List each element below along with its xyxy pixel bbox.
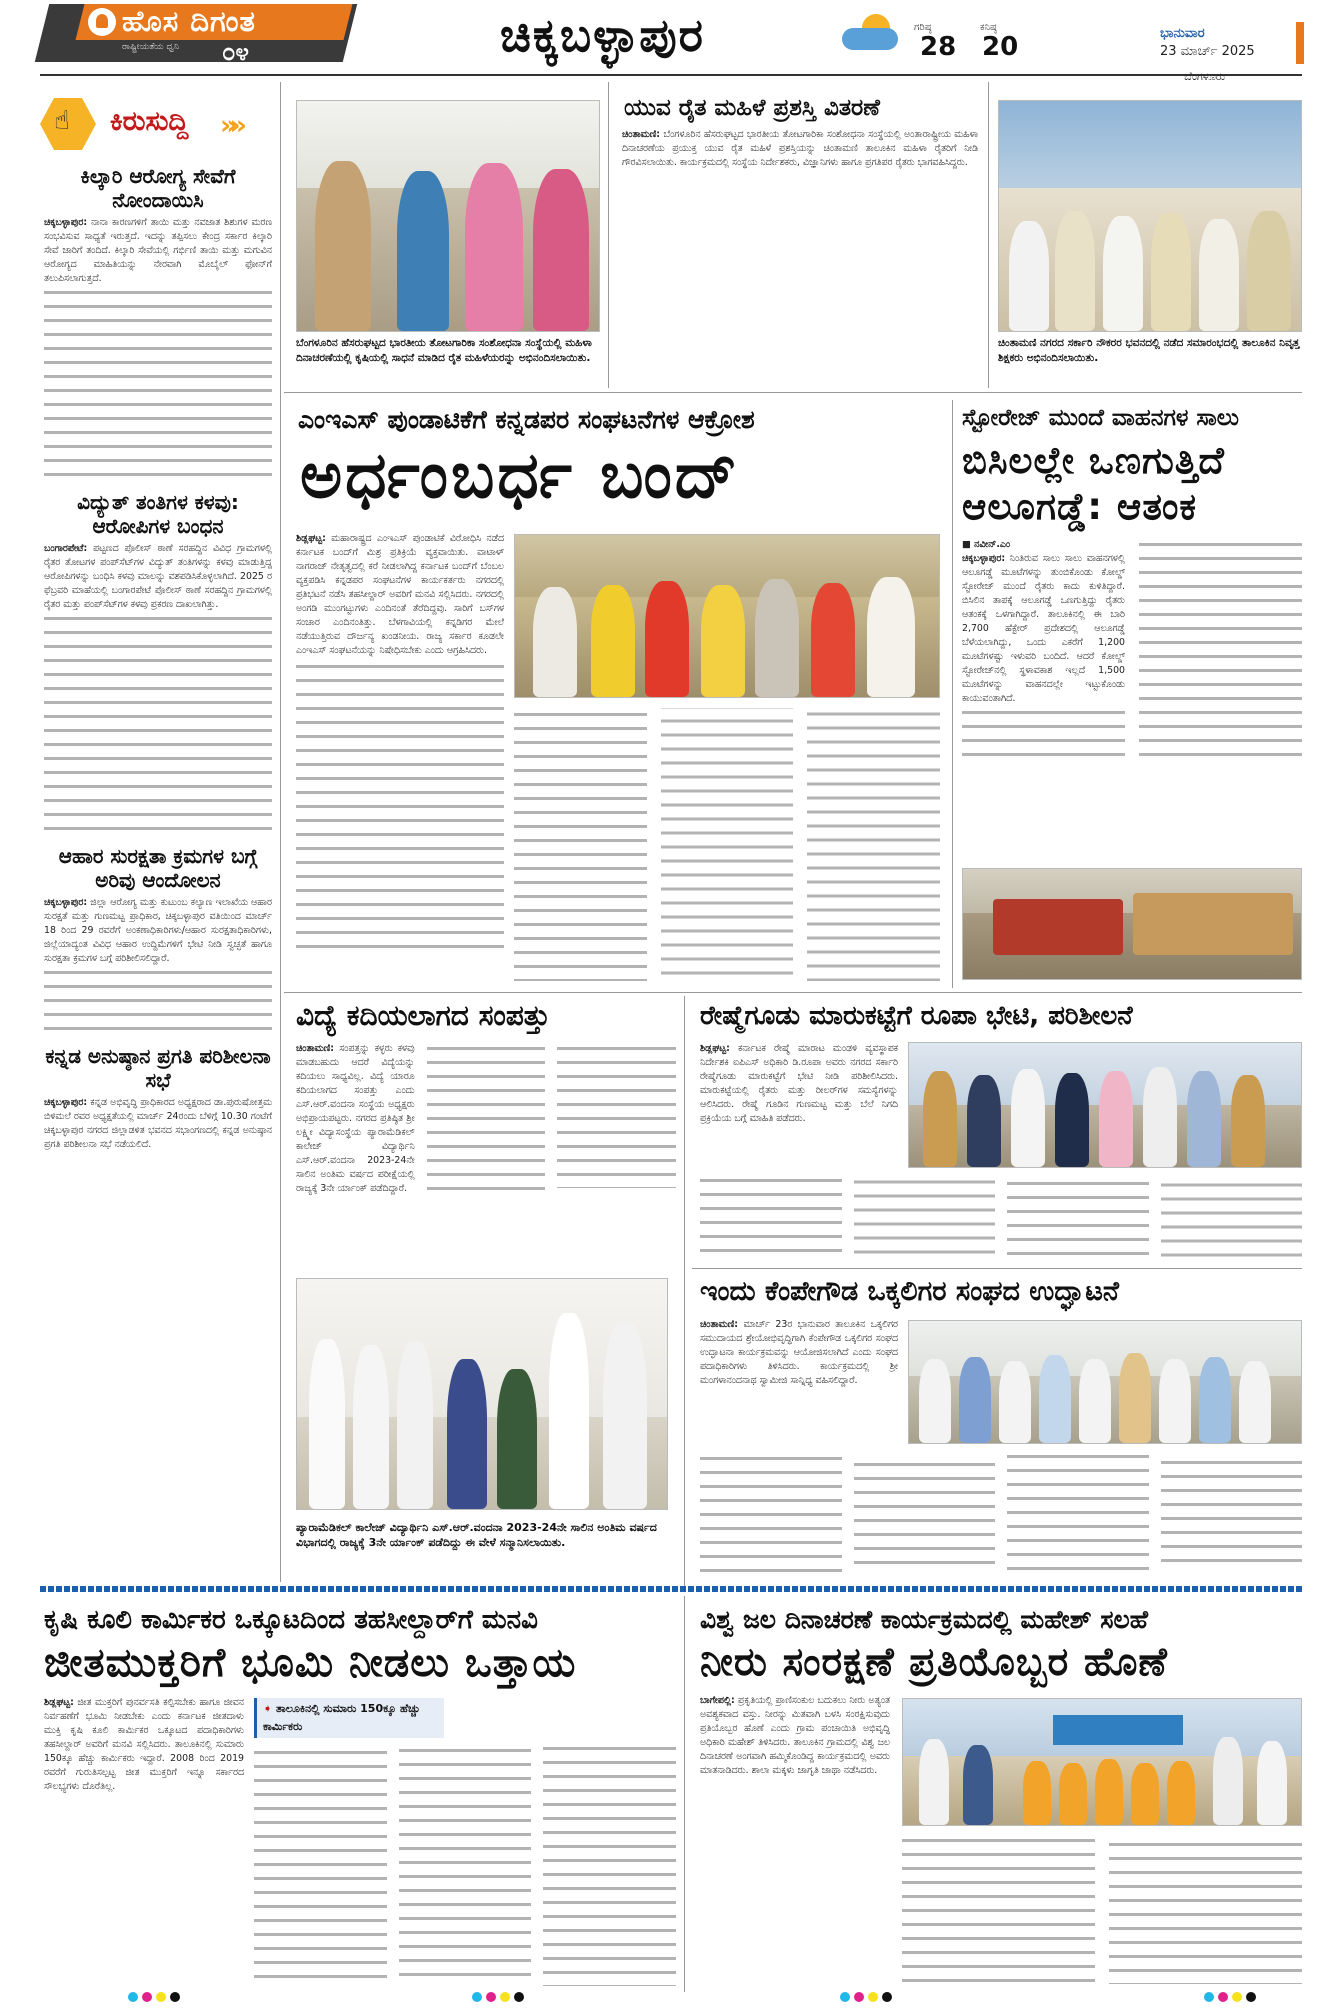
person-figure (967, 1075, 1001, 1167)
person-figure (1231, 1075, 1265, 1167)
accent-bar (1296, 22, 1304, 64)
person-figure (533, 169, 589, 331)
article-text: ಪ್ರಕೃತಿಯಲ್ಲಿ ಪ್ರಾಣಿಸಂಕುಲ ಬದುಕಲು ನೀರು ಅತ್ಯಂತ ಅವಶ್ಯಕವಾದ ವಸ್ತು. ನೀರನ್ನು ಮಿತವಾಗಿ ಬಳಸಿ ಸಂರಕ್ಷಿಸುವುದು ಪ್ರತಿಯೊಬ್ಬರ ಹೊಣೆ ಎಂದು ಗ್ರಾಮ ಪಂಚಾಯಿತಿ ಅಭಿವೃದ್ಧಿ ಅಧಿಕಾರಿ ಮಹೇಶ್ ತಿಳಿಸಿದರು. ತಾಲೂಕಿನ ಗ್ರಾಮದಲ್ಲಿ ವಿಶ್ವ ಜಲ ದಿನಾಚರಣೆ ಅಂಗವಾಗಿ ಹಮ್ಮಿಕೊಂಡಿದ್ದ ಕಾರ್ಯಕ್ರಮದಲ್ಲಿ ಅವರು ಮಾತನಾಡಿದರು. ಶಾಲಾ ಮಕ್ಕಳು ಜಾಗೃತಿ ಜಾಥಾ ನಡೆಸಿದರು. (700, 1695, 890, 1776)
brief-continuation (44, 966, 272, 1036)
min-temp-label: ಕನಿಷ್ಠ (980, 22, 997, 33)
text-continuation (254, 1746, 676, 1986)
person-figure (1213, 1737, 1243, 1825)
person-figure (591, 585, 635, 697)
chevrons-icon: »» (220, 110, 239, 141)
person-figure (999, 1361, 1031, 1443)
brief-body (44, 216, 272, 286)
black-dot-icon (1246, 1992, 1256, 2002)
kirusuddi-header (40, 96, 268, 152)
registration-marks (840, 1992, 892, 2002)
cyan-dot-icon (128, 1992, 138, 2002)
brief-dateline: ಬಂಗಾರಪೇಟೆ: (44, 543, 88, 554)
page-number: ೦೪ (222, 38, 249, 66)
person-figure (1239, 1361, 1271, 1443)
magenta-dot-icon (1218, 1992, 1228, 2002)
person-figure (755, 579, 799, 697)
highlight-text: ತಾಲೂಕಿನಲ್ಲಿ ಸುಮಾರು 150ಕ್ಕೂ ಹೆಚ್ಚು ಕಾರ್ಮಿಕರು (263, 1702, 421, 1733)
pointing-hand-icon (40, 98, 96, 150)
labour-highlight-box (254, 1698, 444, 1738)
labour-headline[interactable]: ಜೀತಮುಕ್ತರಿಗೆ ಭೂಮಿ ನೀಡಲು ಒತ್ತಾಯ (44, 1640, 577, 1686)
kirusuddi-title: ಕಿರುಸುದ್ದಿ (110, 106, 189, 137)
person-figure (919, 1359, 951, 1443)
brief-item[interactable] (44, 490, 272, 836)
text-continuation (700, 1174, 1302, 1257)
vidye-headline[interactable]: ವಿದ್ಯೆ ಕದಿಯಲಾಗದ ಸಂಪತ್ತು (296, 999, 550, 1032)
person-figure (1011, 1069, 1045, 1167)
column-rule (988, 82, 989, 388)
person-figure (1103, 216, 1143, 331)
person-figure (397, 171, 449, 331)
article-text: ಜೀತ ಮುಕ್ತರಿಗೆ ಪುನರ್ವಸತಿ ಕಲ್ಪಿಸಬೇಕು ಹಾಗೂ ಜೀವನ ನಿರ್ವಹಣೆಗೆ ಭೂಮಿ ನೀಡಬೇಕು ಎಂದು ಕರ್ನಾಟಕ ಜೀತದಾಳು ಮುಕ್ತಿ ಕೃಷಿ ಕೂಲಿ ಕಾರ್ಮಿಕರ ಒಕ್ಕೂಟದ ಪದಾಧಿಕಾರಿಗಳು ತಹಸೀಲ್ದಾರ್ ಅವರಿಗೆ ಮನವಿ ಸಲ್ಲಿಸಿದರು. ತಾಲೂಕಿನಲ್ಲಿ ಸುಮಾರು 150ಕ್ಕೂ ಹೆಚ್ಚು ಕಾರ್ಮಿಕರು ಇದ್ದಾರೆ. 2008 ರಿಂದ 2019 ರವರೆಗೆ ಗುರುತಿಸಲ್ಪಟ್ಟ ಜೀತ ಮುಕ್ತರಿಗೆ ಇನ್ನೂ ಸರ್ಕಾರದ ಸೌಲಭ್ಯಗಳು ದೊರೆತಿಲ್ಲ. (44, 1697, 244, 1792)
person-figure (1055, 211, 1095, 331)
banner-shape (1053, 1715, 1183, 1745)
brief-text: ಜಿಲ್ಲಾ ಆರೋಗ್ಯ ಮತ್ತು ಕುಟುಂಬ ಕಲ್ಯಾಣ ಇಲಾಖೆಯ ಆಹಾರ ಸುರಕ್ಷತೆ ಮತ್ತು ಗುಣಮಟ್ಟ ಪ್ರಾಧಿಕಾರ, ಚಿಕ್ಕಬಳ್ಳಾಪುರ ವತಿಯಿಂದ ಮಾರ್ಚ್ 18 ರಿಂದ 29 ರವರೆಗೆ ಅಂಕಣಾಧಿಕಾರಿಗಳು/ಆಹಾರ ಸುರಕ್ಷತಾಧಿಕಾರಿಗಳು, ಜಿಲ್ಲೆಯಾದ್ಯಂತ ವಿವಿಧ ಆಹಾರ ಉದ್ದಿಮೆಗಳಿಗೆ ಭೇಟಿ ನೀಡಿ ಸ್ವಚ್ಛತೆ ಹಾಗೂ ಸುರಕ್ಷತಾ ಕ್ರಮಗಳ ಬಗ್ಗೆ ಪರಿಶೀಲಿಸಲಿದ್ದಾರೆ. (44, 897, 272, 964)
arrow-icon: ➧ (263, 1702, 277, 1715)
dateline: ಚಿಕ್ಕಬಳ್ಳಾಪುರ: (962, 553, 1006, 564)
photo-caption: ಬೆಂಗಳೂರಿನ ಹೆಸರುಘಟ್ಟದ ಭಾರತೀಯ ತೋಟಗಾರಿಕಾ ಸಂಶೋಧನಾ ಸಂಸ್ಥೆಯಲ್ಲಿ ಮಹಿಳಾ ದಿನಾಚರಣೆಯಲ್ಲಿ ಕೃಷಿಯಲ್ಲಿ ಸಾಧನೆ ಮಾಡಿದ ರೈತ ಮಹಿಳೆಯರನ್ನು ಅಭಿನಂದಿಸಲಾಯಿತು. (296, 337, 592, 364)
brief-continuation (44, 612, 272, 836)
registration-marks (472, 1992, 524, 2002)
teachers-honour-photo[interactable] (998, 100, 1302, 332)
max-temp: 28 (920, 32, 957, 62)
person-figure (309, 1339, 345, 1509)
person-figure (919, 1739, 949, 1825)
yellow-dot-icon (868, 1992, 878, 2002)
person-figure (397, 1341, 433, 1509)
storage-article (962, 538, 1302, 858)
brief-heading: ವಿದ್ಯುತ್ ತಂತಿಗಳ ಕಳವು: ಆರೋಪಿಗಳ ಬಂಧನ (77, 490, 239, 538)
silk-headline[interactable]: ರೇಷ್ಮೆಗೂಡು ಮಾರುಕಟ್ಟೆಗೆ ರೂಪಾ ಭೇಟಿ, ಪರಿಶೀಲನೆ (700, 1001, 1133, 1031)
person-figure (1039, 1355, 1071, 1443)
min-temp: 20 (982, 32, 1019, 62)
brief-heading: ಆಹಾರ ಸುರಕ್ಷತಾ ಕ್ರಮಗಳ ಬಗ್ಗೆ ಅರಿವು ಆಂದೋಲನ (58, 844, 258, 892)
person-figure (811, 583, 855, 697)
edition-city: ಚಿಕ್ಕಬಳ್ಳಾಪುರ (500, 8, 706, 62)
row-rule (284, 392, 1302, 393)
row-rule (284, 992, 1302, 993)
article-text: ಬೆಂಗಳೂರಿನ ಹೆಸರುಘಟ್ಟದ ಭಾರತೀಯ ತೋಟಗಾರಿಕಾ ಸಂಶೋಧನಾ ಸಂಸ್ಥೆಯಲ್ಲಿ ಅಂತಾರಾಷ್ಟ್ರೀಯ ಮಹಿಳಾ ದಿನಾಚರಣೆಯ ಪ್ರಯುಕ್ತ ಯುವ ರೈತ ಮಹಿಳೆ ಪ್ರಶಸ್ತಿಯನ್ನು ಚಿಂತಾಮಣಿ ತಾಲೂಕಿನ ಮಹಿಳಾ ರೈತರಿಗೆ ನೀಡಿ ಗೌರವಿಸಲಾಯಿತು. ಕಾರ್ಯಕ್ರಮದಲ್ಲಿ ಸಂಸ್ಥೆಯ ನಿರ್ದೇಶಕರು, ವಿಜ್ಞಾನಿಗಳು ಹಾಗೂ ಪ್ರಗತಿಪರ ರೈತರು ಭಾಗವಹಿಸಿದ್ದರು. (622, 129, 978, 168)
dateline: ಚಿಂತಾಮಣಿ: (700, 1319, 739, 1330)
registration-marks (1204, 1992, 1256, 2002)
person-figure (1199, 1357, 1231, 1443)
person-figure (315, 161, 371, 331)
cyan-dot-icon (1204, 1992, 1214, 2002)
newspaper-logo[interactable]: ಹೊಸ ದಿಗಂತ (122, 4, 256, 38)
masthead (0, 0, 1339, 83)
section-divider (40, 1586, 1302, 1592)
column-rule (684, 996, 685, 1586)
person-figure (1023, 1761, 1051, 1825)
brief-text: ಪಟ್ಟಣದ ಪೊಲೀಸ್ ಠಾಣೆ ಸರಹದ್ದಿನ ವಿವಿಧ ಗ್ರಾಮಗಳಲ್ಲಿ ರೈತರ ತೋಟಗಳ ಪಂಪ್‌ಸೆಟ್‌ಗಳ ವಿದ್ಯುತ್ ತಂತಿಗಳನ್ನು ಕಳವು ಮಾಡುತ್ತಿದ್ದ ಆರೋಪಿಗಳನ್ನು ಬಂಧಿಸಿ ಕಳವು ಮಾಲನ್ನು ವಶಪಡಿಸಿಕೊಳ್ಳಲಾಗಿದೆ. 2025 ರ ಫೆಬ್ರವರಿ ಮಾಹೆಯಲ್ಲಿ ಬಂಗಾರಪೇಟೆ ಪೊಲೀಸ್ ಠಾಣೆ ಸರಹದ್ದಿನ ಗ್ರಾಮಗಳಲ್ಲಿ ರೈತರ ಮತ್ತು ಪಂಪ್‌ಸೆಟ್‌ಗಳ ಕಳವು ಪ್ರಕರಣ ದಾಖಲಾಗಿತ್ತು. (44, 543, 272, 610)
person-figure (1151, 213, 1191, 331)
storage-headline-1[interactable]: ಬಿಸಿಲಲ್ಲೇ ಒಣಗುತ್ತಿದೆ (962, 439, 1225, 482)
storage-headline-2[interactable]: ಆಲೂಗಡ್ಡೆ: ಆತಂಕ (962, 485, 1197, 528)
person-figure (1159, 1359, 1191, 1443)
person-figure (645, 581, 689, 697)
black-dot-icon (514, 1992, 524, 2002)
article-text: ಮಾರ್ಚ್ 23ರ ಭಾನುವಾರ ತಾಲೂಕಿನ ಒಕ್ಕಲಿಗರ ಸಮುದಾಯದ ಶ್ರೇಯೋಭಿವೃದ್ಧಿಗಾಗಿ ಕೆಂಪೇಗೌಡ ಒಕ್ಕಲಿಗರ ಸಂಘದ ಉದ್ಘಾಟನಾ ಕಾರ್ಯಕ್ರಮವನ್ನು ಆಯೋಜಿಸಲಾಗಿದೆ ಎಂದು ಸಂಘದ ಪದಾಧಿಕಾರಿಗಳು ತಿಳಿಸಿದರು. ಕಾರ್ಯಕ್ರಮದಲ್ಲಿ ಶ್ರೀ ಮಂಗಳಾನಂದನಾಥ ಸ್ವಾಮೀಜಿ ಸಾನ್ನಿಧ್ಯ ವಹಿಸಲಿದ್ದಾರೆ. (700, 1319, 898, 1386)
article-text: ಸಂಪತ್ತನ್ನು ಕಳ್ಳರು ಕಳವು ಮಾಡಬಹುದು ಆದರೆ ವಿದ್ಯೆಯನ್ನು ಕದಿಯಲು ಸಾಧ್ಯವಿಲ್ಲ. ವಿದ್ಯೆ ಯಾರೂ ಕದಿಯಲಾಗದ ಸಂಪತ್ತು ಎಂದು ಎಸ್.ಆರ್.ವಂದನಾ ಸಂಸ್ಥೆಯ ಅಧ್ಯಕ್ಷರು ಅಭಿಪ್ರಾಯಪಟ್ಟರು. ನಗರದ ಪ್ರತಿಷ್ಠಿತ ಶ್ರೀ ಲಕ್ಷ್ಮೀ ವಿದ್ಯಾಸಂಸ್ಥೆಯ ಪ್ಯಾರಾಮೆಡಿಕಲ್ ಕಾಲೇಜ್ ವಿದ್ಯಾರ್ಥಿನಿ ಎಸ್.ಆರ್.ವಂದನಾ 2023-24ನೇ ಸಾಲಿನ ಅಂತಿಮ ವರ್ಷದ ಪರೀಕ್ಷೆಯಲ್ಲಿ ರಾಜ್ಯಕ್ಕೆ 3ನೇ ರ್ಯಾಂಕ್ ಪಡೆದಿದ್ದಾರೆ. (296, 1043, 415, 1194)
column-rule (684, 1596, 685, 1992)
dateline: ಬಾಗೇಪಲ್ಲಿ: (700, 1695, 735, 1706)
dateline: ಚಿಂತಾಮಣಿ: (622, 129, 661, 140)
lead-kicker: ಎಂಇಎಸ್ ಪುಂಡಾಟಿಕೆಗೆ ಕನ್ನಡಪರ ಸಂಘಟನೆಗಳ ಆಕ್ರೋಶ (298, 405, 755, 434)
yellow-dot-icon (1232, 1992, 1242, 2002)
text-continuation (514, 708, 940, 981)
yellow-dot-icon (156, 1992, 166, 2002)
person-figure (1099, 1071, 1133, 1167)
text-continuation (700, 1452, 1302, 1572)
potato-truck-photo[interactable] (962, 868, 1302, 980)
brief-body (44, 1096, 272, 1152)
water-article-col2 (902, 1834, 1302, 1988)
person-figure (447, 1359, 487, 1509)
brief-body (44, 896, 272, 966)
column-rule (608, 82, 609, 388)
max-temp-label: ಗರಿಷ್ಠ (914, 22, 932, 33)
lead-article-col1 (296, 532, 504, 982)
dateline: ಶಿಡ್ಲಘಟ್ಟ: (44, 1697, 74, 1708)
award-article (622, 128, 978, 382)
magenta-dot-icon (486, 1992, 496, 2002)
black-dot-icon (170, 1992, 180, 2002)
black-dot-icon (882, 1992, 892, 2002)
person-figure (465, 163, 523, 331)
person-figure (533, 587, 577, 697)
kempegowda-headline[interactable]: ಇಂದು ಕೆಂಪೇಗೌಡ ಒಕ್ಕಲಿಗರ ಸಂಘದ ಉದ್ಘಾಟನೆ (700, 1276, 1120, 1307)
vandana-felicitation-photo[interactable] (296, 1278, 668, 1510)
dateline: ಶಿಡ್ಲಘಟ್ಟ: (296, 533, 326, 544)
person-figure (963, 1745, 993, 1825)
brief-text: ಕನ್ನಡ ಅಭಿವೃದ್ಧಿ ಪ್ರಾಧಿಕಾರದ ಅಧ್ಯಕ್ಷರಾದ ಡಾ.ಪುರುಷೋತ್ತಮ ಬಿಳಿಮಲೆ ರವರ ಅಧ್ಯಕ್ಷತೆಯಲ್ಲಿ ಮಾರ್ಚ್ 24ರಂದು ಬೆಳಿಗ್ಗೆ 10.30 ಗಂಟೆಗೆ ಚಿಕ್ಕಬಳ್ಳಾಪುರ ನಗರದ ಜಿಲ್ಲಾಡಳಿತ ಭವನದ ಸಭಾಂಗಣದಲ್ಲಿ ಕನ್ನಡ ಅನುಷ್ಠಾನ ಪ್ರಗತಿ ಪರಿಶೀಲನಾ ಸಭೆ ನಡೆಯಲಿದೆ. (44, 1097, 272, 1150)
person-figure (603, 1323, 647, 1509)
sangha-meeting-photo[interactable] (908, 1320, 1302, 1444)
lead-headline[interactable]: ಅರ್ಧಂಬರ್ಧ ಬಂದ್ (300, 439, 740, 513)
person-figure (1187, 1071, 1221, 1167)
row-rule (692, 1268, 1302, 1269)
person-figure (1247, 211, 1291, 331)
person-figure (923, 1071, 957, 1167)
brief-item[interactable] (44, 844, 272, 1036)
person-figure (1167, 1761, 1195, 1825)
brief-item[interactable] (44, 164, 272, 482)
yellow-dot-icon (500, 1992, 510, 2002)
cyan-dot-icon (472, 1992, 482, 2002)
cloud-icon (842, 28, 898, 50)
brief-text: ನಾನಾ ಕಾರಣಗಳಿಗೆ ತಾಯಿ ಮತ್ತು ನವಜಾತ ಶಿಶುಗಳ ಮರಣ ಸಂಭವಿಸುವ ಸಾಧ್ಯತೆ ಇರುತ್ತದೆ. ಇದನ್ನು ತಪ್ಪಿಸಲು ಕೇಂದ್ರ ಸರ್ಕಾರ ಕಿಲ್ಕಾರಿ ಸೇವೆ ಜಾರಿಗೆ ತಂದಿದೆ. ಕಿಲ್ಕಾರಿ ಸೇವೆಯಲ್ಲಿ ಗರ್ಭಿಣಿ ತಾಯಿ ಮತ್ತು ಮಗುವಿನ ಆರೋಗ್ಯದ ಮಾಹಿತಿಯನ್ನು ನೇರವಾಗಿ ಮೊಬೈಲ್ ಫೋನ್‌ಗೆ ತಲುಪಿಸಲಾಗುತ್ತದೆ. (44, 217, 272, 284)
women-farmers-photo[interactable] (296, 100, 600, 332)
text-continuation (296, 660, 504, 950)
brief-dateline: ಚಿಕ್ಕಬಳ್ಳಾಪುರ: (44, 1097, 88, 1108)
newspaper-tagline: ರಾಷ್ಟ್ರೀಯತೆಯ ಧ್ವನಿ (122, 42, 179, 52)
photo-background (999, 101, 1301, 188)
photo-caption: ಪ್ಯಾರಾಮೆಡಿಕಲ್ ಕಾಲೇಜ್ ವಿದ್ಯಾರ್ಥಿನಿ ಎಸ್.ಆರ್.ವಂದನಾ 2023-24ನೇ ಸಾಲಿನ ಅಂತಿಮ ವರ್ಷದ ವಿಭಾಗದಲ್ಲಿ ರಾಜ್ಯಕ್ಕೆ 3ನೇ ರ್ಯಾಂಕ್ ಪಡೆದಿದ್ದು ಈ ವೇಳೆ ಸನ್ಮಾನಿಸಲಾಯಿತು. (296, 1521, 657, 1549)
silk-market-photo[interactable] (908, 1042, 1302, 1168)
water-day-rally-photo[interactable] (902, 1698, 1302, 1826)
person-figure (1131, 1763, 1159, 1825)
issue-place: ಬೆಂಗಳೂರು (1184, 70, 1226, 83)
person-figure (353, 1345, 389, 1509)
kirusuddi-column (44, 156, 272, 1582)
person-figure (1199, 219, 1239, 331)
article-text: ನಿಂತಿರುವ ಸಾಲು ಸಾಲು ವಾಹನಗಳಲ್ಲಿ ಆಲೂಗಡ್ಡೆ ಮೂಟೆಗಳನ್ನು ತುಂಬಿಕೊಂಡು ಕೋಲ್ಡ್ ಸ್ಟೋರೇಜ್ ಮುಂದೆ ರೈತರು ಕಾದು ಕುಳಿತಿದ್ದಾರೆ. ಬಿಸಿಲಿನ ತಾಪಕ್ಕೆ ಆಲೂಗಡ್ಡೆ ಒಣಗುತ್ತಿದ್ದು ರೈತರು ಆತಂಕಕ್ಕೆ ಒಳಗಾಗಿದ್ದಾರೆ. ತಾಲೂಕಿನಲ್ಲಿ ಈ ಬಾರಿ 2,700 ಹೆಕ್ಟೇರ್ ಪ್ರದೇಶದಲ್ಲಿ ಆಲೂಗಡ್ಡೆ ಬೆಳೆಯಲಾಗಿದ್ದು, ಒಂದು ಎಕರೆಗೆ 1,200 ಮೂಟೆಗಳಷ್ಟು ಇಳುವರಿ ಬಂದಿದೆ. ಆದರೆ ಕೋಲ್ಡ್ ಸ್ಟೋರೇಜ್‌ನಲ್ಲಿ ಸ್ಥಳಾವಕಾಶ ಇಲ್ಲದೆ 1,500 ಮೂಟೆಗಳನ್ನು ವಾಹನದಲ್ಲೇ ಇಟ್ಟುಕೊಂಡು ಕಾಯುವಂತಾಗಿದೆ. (962, 553, 1125, 704)
water-headline[interactable]: ನೀರು ಸಂರಕ್ಷಣೆ ಪ್ರತಿಯೊಬ್ಬರ ಹೊಣೆ (700, 1640, 1168, 1685)
brief-dateline: ಚಿಕ್ಕಬಳ್ಳಾಪುರ: (44, 897, 88, 908)
dateline: ಶಿಡ್ಲಘಟ್ಟ: (700, 1043, 730, 1054)
person-figure (1143, 1067, 1177, 1167)
person-figure (959, 1357, 991, 1443)
kempegowda-article (700, 1318, 898, 1444)
silk-article (700, 1042, 898, 1168)
person-figure (867, 577, 915, 697)
truck-shape (993, 899, 1123, 955)
photo-caption: ಚಿಂತಾಮಣಿ ನಗರದ ಸರ್ಕಾರಿ ನೌಕರರ ಭವನದಲ್ಲಿ ನಡೆದ ಸಮಾರಂಭದಲ್ಲಿ ತಾಲೂಕಿನ ನಿವೃತ್ತ ಶಿಕ್ಷಕರು ಅಭಿನಂದಿಸಲಾಯಿತು. (998, 337, 1300, 364)
byline: ■ ನವೀನ್.ಎಂ (962, 539, 1011, 550)
byline-name: ನವೀನ್.ಎಂ (974, 539, 1011, 550)
person-figure (1009, 221, 1049, 331)
person-figure (1095, 1759, 1123, 1825)
brief-continuation (44, 286, 272, 482)
text-continuation (427, 1042, 676, 1196)
person-figure (701, 585, 745, 697)
lead-article-col2 (514, 708, 940, 982)
award-headline[interactable]: ಯುವ ರೈತ ಮಹಿಳೆ ಪ್ರಶಸ್ತಿ ವಿತರಣೆ (624, 95, 880, 121)
person-figure (497, 1369, 537, 1509)
person-figure (1059, 1763, 1087, 1825)
cyan-dot-icon (840, 1992, 850, 2002)
storage-kicker: ಸ್ಟೋರೇಜ್ ಮುಂದೆ ವಾಹನಗಳ ಸಾಲು (962, 405, 1239, 431)
vidye-article (296, 1042, 676, 1260)
person-figure (1055, 1073, 1089, 1167)
column-rule (952, 400, 953, 988)
truck-shape (1133, 893, 1293, 955)
water-article-col1 (700, 1694, 890, 1988)
person-figure (1119, 1353, 1151, 1443)
magenta-dot-icon (854, 1992, 864, 2002)
protest-photo[interactable] (514, 534, 940, 698)
registration-marks (128, 1992, 180, 2002)
brief-item[interactable] (44, 1044, 272, 1152)
text-continuation (902, 1834, 1302, 1984)
brief-heading: ಕನ್ನಡ ಅನುಷ್ಠಾನ ಪ್ರಗತಿ ಪರಿಶೀಲನಾ ಸಭೆ (45, 1044, 271, 1092)
person-figure (1079, 1359, 1111, 1443)
person-figure (1257, 1741, 1287, 1825)
water-kicker: ವಿಶ್ವ ಜಲ ದಿನಾಚರಣೆ ಕಾರ್ಯಕ್ರಮದಲ್ಲಿ ಮಹೇಶ್ ಸಲಹೆ (700, 1605, 1149, 1634)
kempegowda-article-cont (700, 1452, 1302, 1578)
brief-heading: ಕಿಲ್ಕಾರಿ ಆರೋಗ್ಯ ಸೇವೆಗೆ ನೋಂದಾಯಿಸಿ (80, 164, 236, 212)
article-text: ಮಹಾರಾಷ್ಟ್ರದ ಎಂಇಎಸ್ ಪುಂಡಾಟಿಕೆ ವಿರೋಧಿಸಿ ನಡೆದ ಕರ್ನಾಟಕ ಬಂದ್‌ಗೆ ಮಿಶ್ರ ಪ್ರತಿಕ್ರಿಯೆ ವ್ಯಕ್ತವಾಯಿತು. ವಾಟಾಳ್ ನಾಗರಾಜ್ ನೇತೃತ್ವದಲ್ಲಿ ಕರೆ ನೀಡಲಾಗಿದ್ದ ಕರ್ನಾಟಕ ಬಂದ್‌ಗೆ ಬೆಂಬಲ ವ್ಯಕ್ತಪಡಿಸಿ ಕನ್ನಡಪರ ಸಂಘಟನೆಗಳ ಕಾರ್ಯಕರ್ತರು ನಗರದಲ್ಲಿ ಪ್ರತಿಭಟನೆ ನಡೆಸಿ ತಹಸೀಲ್ದಾರ್ ಅವರಿಗೆ ಮನವಿ ಸಲ್ಲಿಸಿದರು. ನಗರದಲ್ಲಿ ಅಂಗಡಿ ಮುಂಗಟ್ಟುಗಳು ಎಂದಿನಂತೆ ತೆರೆದಿದ್ದವು. ಸಾರಿಗೆ ಬಸ್‌ಗಳ ಸಂಚಾರ ಎಂದಿನಂತಿತ್ತು. ಬೆಳಗಾವಿಯಲ್ಲಿ ಕನ್ನಡಿಗರ ಮೇಲೆ ನಡೆಯುತ್ತಿರುವ ದೌರ್ಜನ್ಯ ಖಂಡನೀಯ. ರಾಜ್ಯ ಸರ್ಕಾರ ಕೂಡಲೇ ಎಂಇಎಸ್ ಸಂಘಟನೆಯನ್ನು ನಿಷೇಧಿಸಬೇಕು ಎಂದು ಆಗ್ರಹಿಸಿದರು. (296, 533, 504, 656)
dateline: ಚಿಂತಾಮಣಿ: (296, 1043, 335, 1054)
issue-date: 23 ಮಾರ್ಚ್ 2025 (1160, 44, 1255, 59)
labour-article-col2 (254, 1746, 676, 1988)
brief-body (44, 542, 272, 612)
silk-article-cont (700, 1174, 1302, 1260)
brief-dateline: ಚಿಕ್ಕಬಳ್ಳಾಪುರ: (44, 217, 88, 228)
column-rule (280, 82, 281, 1582)
magenta-dot-icon (142, 1992, 152, 2002)
labour-article-col1 (44, 1696, 244, 1988)
issue-day: ಭಾನುವಾರ (1160, 26, 1205, 41)
labour-kicker: ಕೃಷಿ ಕೂಲಿ ಕಾರ್ಮಿಕರ ಒಕ್ಕೂಟದಿಂದ ತಹಸೀಲ್ದಾರ್‌ಗೆ ಮನವಿ (44, 1605, 538, 1635)
masthead-rule (40, 74, 1302, 76)
person-figure (549, 1313, 589, 1509)
logo-emblem-icon (88, 8, 116, 36)
article-text: ಕರ್ನಾಟಕ ರೇಷ್ಮೆ ಮಾರಾಟ ಮಂಡಳಿ ವ್ಯವಸ್ಥಾಪಕ ನಿರ್ದೇಶಕಿ ಐಪಿಎಸ್ ಅಧಿಕಾರಿ ಡಿ.ರೂಪಾ ಅವರು ನಗರದ ಸರ್ಕಾರಿ ರೇಷ್ಮೆಗೂಡು ಮಾರುಕಟ್ಟೆಗೆ ಭೇಟಿ ನೀಡಿ ಪರಿಶೀಲಿಸಿದರು. ಮಾರುಕಟ್ಟೆಯಲ್ಲಿ ರೈತರು ಮತ್ತು ರೀಲರ್‌ಗಳ ಸಮಸ್ಯೆಗಳನ್ನು ಆಲಿಸಿದರು. ರೇಷ್ಮೆ ಗೂಡಿನ ಗುಣಮಟ್ಟ ಮತ್ತು ಬೆಲೆ ನಿಗದಿ ಪ್ರಕ್ರಿಯೆಯ ಬಗ್ಗೆ ಮಾಹಿತಿ ಪಡೆದರು. (700, 1043, 898, 1124)
